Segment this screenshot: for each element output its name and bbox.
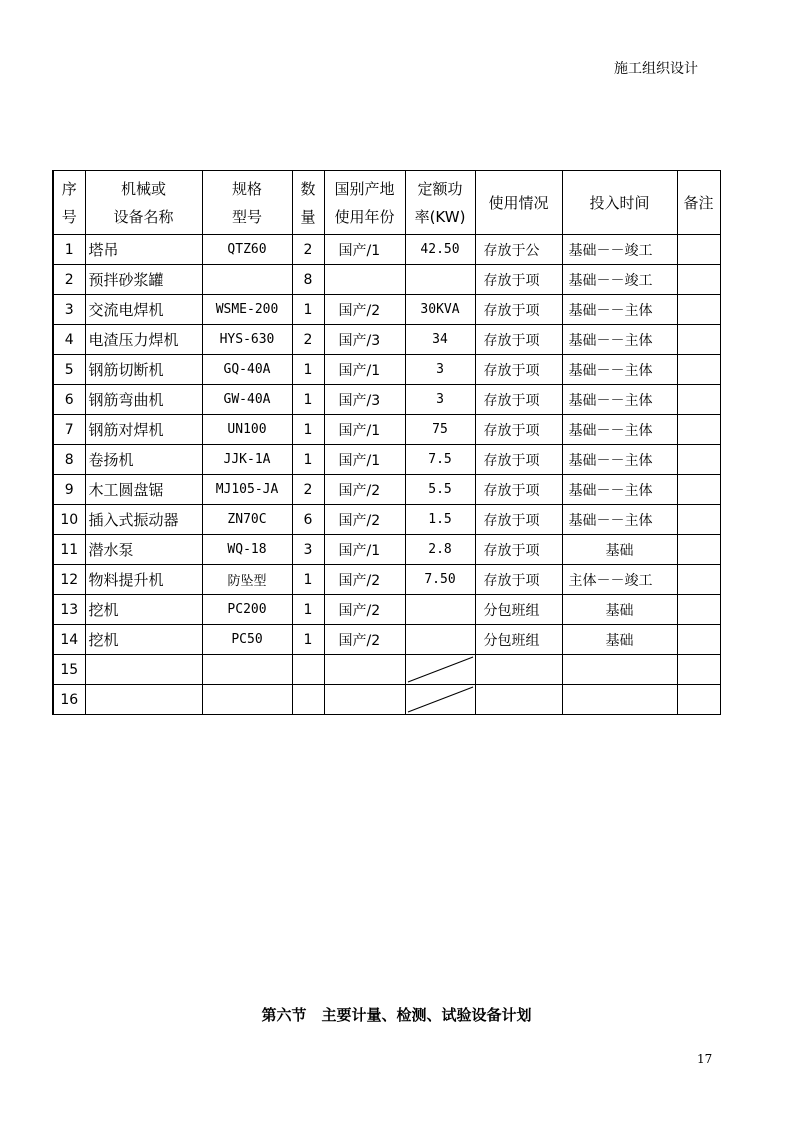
header-model-line: 型号 <box>231 207 262 226</box>
cell-origin: 国产/1 <box>324 415 405 445</box>
table-row <box>53 265 720 295</box>
cell-usage: 分包班组 <box>475 595 562 625</box>
table-row <box>53 325 720 355</box>
cell-time: 基础 <box>562 595 677 625</box>
cell-usage <box>475 685 562 715</box>
header-note-line: 备注 <box>683 193 714 212</box>
cell-time: 基础－－竣工 <box>562 235 677 265</box>
cell-origin: 国产/3 <box>324 325 405 355</box>
cell-name: 电渣压力焊机 <box>85 325 202 355</box>
cell-power: 7.5 <box>405 445 475 475</box>
table-row <box>53 295 720 325</box>
cell-power: 75 <box>405 415 475 445</box>
table-row <box>53 535 720 565</box>
cell-note <box>677 685 720 715</box>
cell-qty: 1 <box>292 595 324 625</box>
cell-no: 15 <box>53 655 85 685</box>
cell-origin: 国产/1 <box>324 535 405 565</box>
table-row <box>53 685 720 715</box>
cell-qty <box>292 655 324 685</box>
cell-note <box>677 235 720 265</box>
table-row <box>53 595 720 625</box>
cell-power <box>405 685 475 715</box>
cell-name: 钢筋切断机 <box>85 355 202 385</box>
cell-model: PC50 <box>202 625 292 655</box>
cell-time: 基础－－主体 <box>562 445 677 475</box>
table-row <box>53 505 720 535</box>
cell-time: 主体－－竣工 <box>562 565 677 595</box>
cell-note <box>677 505 720 535</box>
table-header-row <box>53 171 720 235</box>
cell-usage: 存放于项 <box>475 445 562 475</box>
cell-qty <box>292 685 324 715</box>
cell-name: 预拌砂浆罐 <box>85 265 202 295</box>
cell-no: 16 <box>53 685 85 715</box>
cell-time: 基础－－主体 <box>562 355 677 385</box>
cell-origin: 国产/1 <box>324 355 405 385</box>
cell-usage: 分包班组 <box>475 625 562 655</box>
cell-note <box>677 415 720 445</box>
cell-origin: 国产/2 <box>324 475 405 505</box>
header-origin <box>324 171 405 235</box>
cell-usage: 存放于公 <box>475 235 562 265</box>
cell-power <box>405 625 475 655</box>
cell-power: 2.8 <box>405 535 475 565</box>
cell-origin <box>324 265 405 295</box>
diagonal-slash <box>406 655 475 684</box>
cell-power <box>405 265 475 295</box>
cell-power: 42.50 <box>405 235 475 265</box>
cell-model: QTZ60 <box>202 235 292 265</box>
cell-time: 基础－－主体 <box>562 325 677 355</box>
header-model-line: 规格 <box>231 179 262 198</box>
header-model <box>202 171 292 235</box>
cell-qty: 8 <box>292 265 324 295</box>
cell-name: 卷扬机 <box>85 445 202 475</box>
cell-power: 5.5 <box>405 475 475 505</box>
cell-model: 防坠型 <box>202 565 292 595</box>
cell-model: HYS-630 <box>202 325 292 355</box>
table-row <box>53 655 720 685</box>
cell-no: 8 <box>53 445 85 475</box>
cell-time <box>562 685 677 715</box>
cell-time: 基础 <box>562 625 677 655</box>
cell-name: 交流电焊机 <box>85 295 202 325</box>
cell-usage: 存放于项 <box>475 565 562 595</box>
header-qty <box>292 171 324 235</box>
cell-model: MJ105-JA <box>202 475 292 505</box>
cell-note <box>677 655 720 685</box>
diagonal-slash <box>406 685 475 714</box>
cell-usage <box>475 655 562 685</box>
table-row <box>53 235 720 265</box>
header-no <box>53 171 85 235</box>
cell-no: 12 <box>53 565 85 595</box>
cell-no: 13 <box>53 595 85 625</box>
cell-note <box>677 265 720 295</box>
cell-note <box>677 355 720 385</box>
cell-origin <box>324 655 405 685</box>
cell-time <box>562 655 677 685</box>
cell-qty: 1 <box>292 625 324 655</box>
cell-qty: 1 <box>292 565 324 595</box>
cell-name: 钢筋对焊机 <box>85 415 202 445</box>
cell-no: 5 <box>53 355 85 385</box>
cell-origin: 国产/2 <box>324 625 405 655</box>
cell-usage: 存放于项 <box>475 475 562 505</box>
header-name <box>85 171 202 235</box>
cell-model: GQ-40A <box>202 355 292 385</box>
cell-usage: 存放于项 <box>475 385 562 415</box>
cell-model <box>202 655 292 685</box>
cell-note <box>677 595 720 625</box>
cell-note <box>677 295 720 325</box>
cell-power <box>405 655 475 685</box>
cell-time: 基础－－主体 <box>562 415 677 445</box>
cell-note <box>677 385 720 415</box>
header-power-line: 率(KW) <box>414 207 466 226</box>
table-row <box>53 625 720 655</box>
table-row <box>53 415 720 445</box>
cell-name: 木工圆盘锯 <box>85 475 202 505</box>
cell-usage: 存放于项 <box>475 535 562 565</box>
cell-origin: 国产/2 <box>324 565 405 595</box>
cell-power: 30KVA <box>405 295 475 325</box>
cell-origin: 国产/2 <box>324 595 405 625</box>
cell-power: 3 <box>405 385 475 415</box>
cell-no: 6 <box>53 385 85 415</box>
cell-note <box>677 565 720 595</box>
cell-name <box>85 685 202 715</box>
cell-origin: 国产/2 <box>324 505 405 535</box>
cell-usage: 存放于项 <box>475 415 562 445</box>
cell-no: 7 <box>53 415 85 445</box>
cell-usage: 存放于项 <box>475 265 562 295</box>
header-power-line: 定额功 <box>417 179 463 198</box>
cell-no: 9 <box>53 475 85 505</box>
cell-time: 基础－－竣工 <box>562 265 677 295</box>
header-no-line: 号 <box>61 207 77 226</box>
page-number: 17 <box>697 1052 713 1066</box>
cell-usage: 存放于项 <box>475 505 562 535</box>
cell-power: 7.50 <box>405 565 475 595</box>
table-row <box>53 475 720 505</box>
cell-no: 1 <box>53 235 85 265</box>
cell-name: 挖机 <box>85 595 202 625</box>
table-row <box>53 355 720 385</box>
cell-name: 插入式振动器 <box>85 505 202 535</box>
cell-origin: 国产/1 <box>324 235 405 265</box>
cell-qty: 1 <box>292 385 324 415</box>
cell-qty: 1 <box>292 415 324 445</box>
cell-usage: 存放于项 <box>475 355 562 385</box>
cell-time: 基础 <box>562 535 677 565</box>
header-no-line: 序 <box>61 179 77 198</box>
cell-origin: 国产/1 <box>324 445 405 475</box>
header-note <box>677 171 720 235</box>
cell-model: JJK-1A <box>202 445 292 475</box>
table-row <box>53 385 720 415</box>
cell-name: 挖机 <box>85 625 202 655</box>
header-origin-line: 国别产地 <box>334 179 395 198</box>
cell-no: 10 <box>53 505 85 535</box>
cell-name: 潜水泵 <box>85 535 202 565</box>
cell-origin: 国产/3 <box>324 385 405 415</box>
cell-qty: 3 <box>292 535 324 565</box>
cell-time: 基础－－主体 <box>562 505 677 535</box>
cell-model: UN100 <box>202 415 292 445</box>
cell-origin: 国产/2 <box>324 295 405 325</box>
cell-power: 3 <box>405 355 475 385</box>
cell-no: 4 <box>53 325 85 355</box>
table-row <box>53 565 720 595</box>
cell-power <box>405 595 475 625</box>
cell-origin <box>324 685 405 715</box>
cell-no: 3 <box>53 295 85 325</box>
cell-model: WQ-18 <box>202 535 292 565</box>
cell-name: 塔吊 <box>85 235 202 265</box>
cell-qty: 1 <box>292 445 324 475</box>
cell-time: 基础－－主体 <box>562 385 677 415</box>
cell-power: 1.5 <box>405 505 475 535</box>
cell-note <box>677 625 720 655</box>
cell-model: PC200 <box>202 595 292 625</box>
header-usage-line: 使用情况 <box>488 193 549 212</box>
cell-no: 14 <box>53 625 85 655</box>
table-row <box>53 445 720 475</box>
cell-qty: 2 <box>292 325 324 355</box>
header-time <box>562 171 677 235</box>
cell-model: ZN70C <box>202 505 292 535</box>
cell-model <box>202 265 292 295</box>
cell-name: 物料提升机 <box>85 565 202 595</box>
cell-no: 11 <box>53 535 85 565</box>
cell-model: GW-40A <box>202 385 292 415</box>
cell-name: 钢筋弯曲机 <box>85 385 202 415</box>
cell-no: 2 <box>53 265 85 295</box>
cell-model <box>202 685 292 715</box>
cell-note <box>677 475 720 505</box>
header-power <box>405 171 475 235</box>
cell-qty: 6 <box>292 505 324 535</box>
cell-qty: 1 <box>292 355 324 385</box>
header-qty-line: 量 <box>300 207 316 226</box>
cell-note <box>677 535 720 565</box>
header-time-line: 投入时间 <box>589 193 650 212</box>
cell-note <box>677 325 720 355</box>
cell-usage: 存放于项 <box>475 325 562 355</box>
table-body <box>53 235 720 715</box>
header-qty-line: 数 <box>300 179 316 198</box>
cell-qty: 2 <box>292 235 324 265</box>
cell-qty: 2 <box>292 475 324 505</box>
cell-name <box>85 655 202 685</box>
page-header-title: 施工组织设计 <box>614 61 698 77</box>
cell-time: 基础－－主体 <box>562 295 677 325</box>
header-origin-line: 使用年份 <box>334 207 395 226</box>
cell-usage: 存放于项 <box>475 295 562 325</box>
cell-note <box>677 445 720 475</box>
header-usage <box>475 171 562 235</box>
cell-power: 34 <box>405 325 475 355</box>
cell-model: WSME-200 <box>202 295 292 325</box>
header-name-line: 机械或 <box>120 179 166 198</box>
cell-qty: 1 <box>292 295 324 325</box>
section-title: 第六节 主要计量、检测、试验设备计划 <box>261 1006 532 1024</box>
header-name-line: 设备名称 <box>113 207 174 226</box>
equipment-table <box>52 170 721 715</box>
cell-time: 基础－－主体 <box>562 475 677 505</box>
